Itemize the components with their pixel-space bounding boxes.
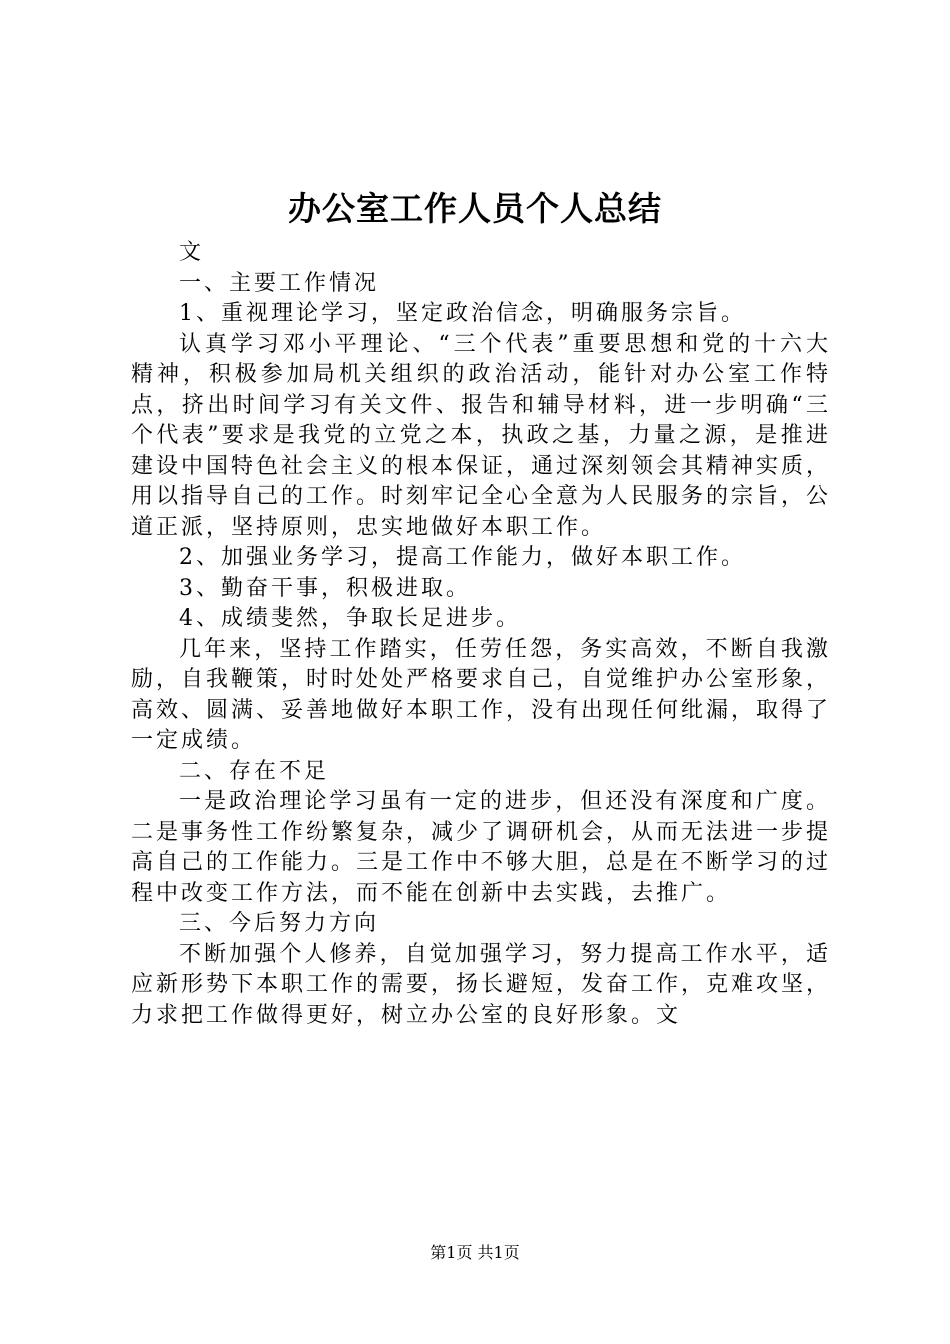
subheading-theory-study: 1、重视理论学习，坚定政治信念，明确服务宗旨。 [179, 301, 746, 326]
paragraph-shortcomings: 一是政治理论学习虽有一定的进步，但还没有深度和广度。二是事务性工作纷繁复杂，减少了调研机会，从而无法进一步提高自己的工作能力。三是工作中不够大胆，总是在不断学习的过程中改变工作方法，而不能在创新中去实践，去推广。 [131, 789, 832, 906]
paragraph-intro-label: 文 [179, 240, 205, 265]
subheading-achievements: 4、成绩斐然，争取长足进步。 [179, 606, 521, 631]
paragraph-theory-study: 认真学习邓小平理论、“三个代表”重要思想和党的十六大精神，积极参加局机关组织的政治活动，能针对办公室工作特点，挤出时间学习有关文件、报告和辅导材料，进一步明确“三个代表”要求是我党的立党之本，执政之基，力量之源，是推进建设中国特色社会主义的根本保证，通过深刻领会其精神实质，用以指导自己的工作。时刻牢记全心全意为人民服务的宗旨，公道正派，坚持原则，忠实地做好本职工作。 [131, 331, 832, 540]
section-heading-main-work: 一、主要工作情况 [179, 270, 380, 296]
document-title: 办公室工作人员个人总结 [288, 189, 662, 228]
paragraph-future-direction: 不断加强个人修养，自觉加强学习，努力提高工作水平，适应新形势下本职工作的需要，扬长避短，发奋工作，克难攻坚，力求把工作做得更好，树立办公室的良好形象。文 [131, 941, 832, 1028]
subheading-business-study: 2、加强业务学习，提高工作能力，做好本职工作。 [179, 545, 746, 570]
section-heading-future-direction: 三、今后努力方向 [179, 911, 380, 936]
paragraph-achievements: 几年来，坚持工作踏实，任劳任怨，务实高效，不断自我激励，自我鞭策，时时处处严格要求自己，自觉维护办公室形象，高效、圆满、妥善地做好本职工作，没有出现任何纰漏，取得了一定成绩。 [131, 636, 832, 753]
subheading-diligence: 3、勤奋干事，积极进取。 [179, 575, 471, 601]
section-heading-shortcomings: 二、存在不足 [179, 758, 330, 784]
document-body [131, 238, 831, 1031]
page-footer: 第1页 共1页 [430, 1243, 520, 1262]
